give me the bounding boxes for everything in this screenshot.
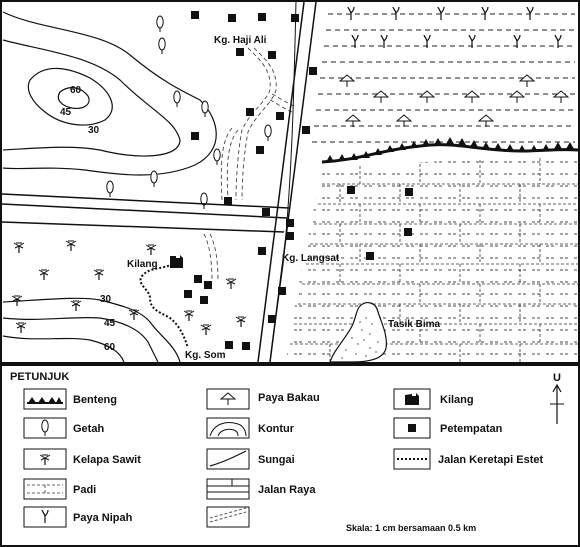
legend-getah-label: Getah [73, 423, 105, 435]
contour-label-30-top: 30 [88, 125, 100, 136]
legend-title: PETUNJUK [10, 371, 70, 383]
label-kg-langsat: Kg. Langsat [282, 253, 340, 264]
legend-paya-bakau-label: Paya Bakau [258, 392, 320, 404]
legend-keretapi-label: Jalan Keretapi Estet [438, 454, 544, 466]
label-tasik-bima: Tasik Bima [388, 319, 441, 330]
legend-padi-label: Padi [73, 484, 97, 496]
label-kg-haji-ali: Kg. Haji Ali [214, 35, 267, 46]
legend-kontur-label: Kontur [258, 423, 295, 435]
label-kilang: Kilang [127, 259, 158, 270]
contour-label-45-top: 45 [60, 107, 72, 118]
legend-jalan-kecil [207, 507, 249, 527]
legend-kelapa-sawit-label: Kelapa Sawit [73, 454, 141, 466]
north-label: U [553, 372, 561, 384]
legend-petempatan-label: Petempatan [440, 423, 503, 435]
legend-benteng-label: Benteng [73, 394, 117, 406]
contour-label-60-top: 60 [70, 85, 82, 96]
contour-label-45-bottom: 45 [104, 318, 116, 329]
legend-jalan-raya-label: Jalan Raya [258, 484, 316, 496]
legend-kilang-label: Kilang [440, 394, 474, 406]
contour-label-30-bottom: 30 [100, 294, 112, 305]
scale-label: Skala: 1 cm bersamaan 0.5 km [346, 523, 477, 533]
contour-label-60-bottom: 60 [104, 342, 116, 353]
legend-sungai-label: Sungai [258, 454, 295, 466]
label-kg-som: Kg. Som [185, 350, 226, 361]
legend-paya-nipah-label: Paya Nipah [73, 512, 133, 524]
